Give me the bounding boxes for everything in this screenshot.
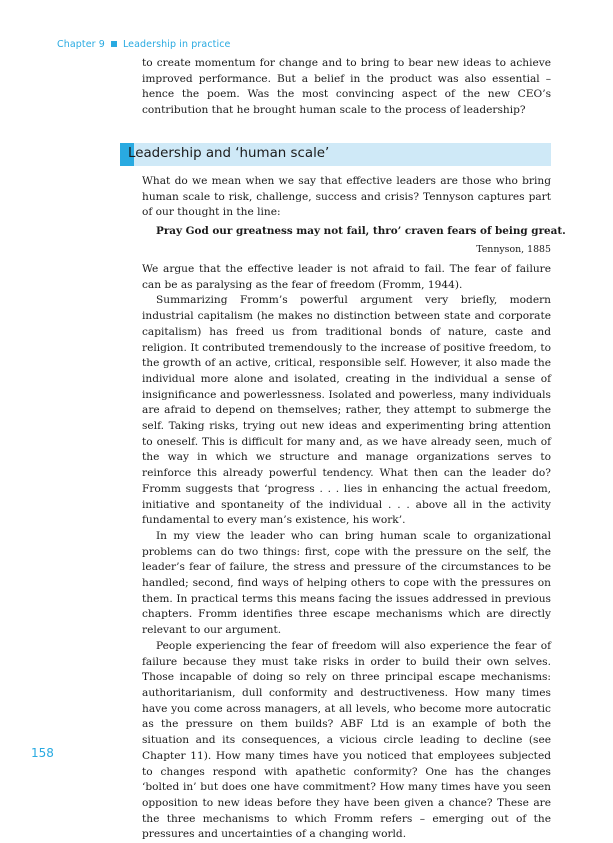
separator-square-icon <box>111 41 117 47</box>
chapter-title: Leadership in practice <box>122 39 231 50</box>
page-number: 158 <box>31 746 54 760</box>
intro-paragraph: What do we mean when we say that effective leaders are those who bring human scale to risk, challenge, success and crisis? Tennyson captures part of our thought in the line: <box>142 175 551 219</box>
main-body-text <box>142 262 551 843</box>
quote-attribution: Tennyson, 1885 <box>476 244 551 255</box>
body-paragraph: People experiencing the fear of freedom will also experience the fear of failure because they must take risks in order to build their own selves. Those incapable of doing so rely on three principal escape mechanisms: authoritarianism, dull conformity and destructiveness. How many times have you come across managers, at all levels, who become more autocratic as the pressure on them builds? ABF Ltd is an example of both the situation and its consequences, a vicious circle leading to decline (see Chapter 11). How many times have you noticed that employees subjected to changes respond with apathetic conformity? One has the changes ‘bolted in’ but does one have commitment? How many times have you seen opposition to new ideas before they have been given a chance? These are the three mechanisms to which Fromm refers – emerging out of the pressures and uncertainties of a changing world. <box>142 639 551 841</box>
intro-paragraph-block <box>142 174 551 221</box>
section-heading: Leadership and ‘human scale’ <box>128 146 330 161</box>
section-heading-box <box>120 143 551 166</box>
body-paragraph: We argue that the effective leader is not afraid to fail. The fear of failure can be as paralysing as the fear of freedom (Fromm, 1944). <box>142 263 551 291</box>
opening-paragraph-block <box>142 56 551 119</box>
running-head <box>57 39 230 50</box>
body-paragraph: Summarizing Fromm’s powerful argument very briefly, modern industrial capitalism (he makes no distinction between state and corporate capitalism) has freed us from traditional bonds of nature, caste and religion. It contributed tremendously to the increase of positive freedom, to the growth of an active, critical, responsible self. However, it also made the individual more alone and isolated, creating in the individual a sense of insignificance and powerlessness. Isolated and powerless, many individuals are afraid to depend on themselves; rather, they attempt to submerge the self. Taking risks, trying out new ideas and experimenting bring attention to oneself. This is difficult for many and, as we have already seen, much of the way in which we structure and manage organizations serves to reinforce this already powerful tendency. What then can the leader do? Fromm suggests that ‘progress . . . lies in enhancing the actual freedom, initiative and spontaneity of the individual . . . above all in the activity fundamental to every man’s existence, his work’. <box>142 294 551 527</box>
chapter-label: Chapter 9 <box>57 39 105 50</box>
body-paragraph: In my view the leader who can bring human scale to organizational problems can do two things: first, cope with the pressure on the self, the leader’s fear of failure, the stress and pressure of the circumstances to be handled; second, find ways of helping others to cope with the pressures on them. In practical terms this means facing the issues addressed in previous chapters. Fromm identifies three escape mechanisms which are directly relevant to our argument. <box>142 529 551 637</box>
block-quote: Pray God our greatness may not fail, thro’ craven fears of being great. <box>156 225 566 237</box>
body-paragraph: to create momentum for change and to bring to bear new ideas to achieve improved performance. But a belief in the product was also essential – hence the poem. Was the most convincing aspect of the new CEO’s contribution that he brought human scale to the process of leadership? <box>142 57 551 117</box>
